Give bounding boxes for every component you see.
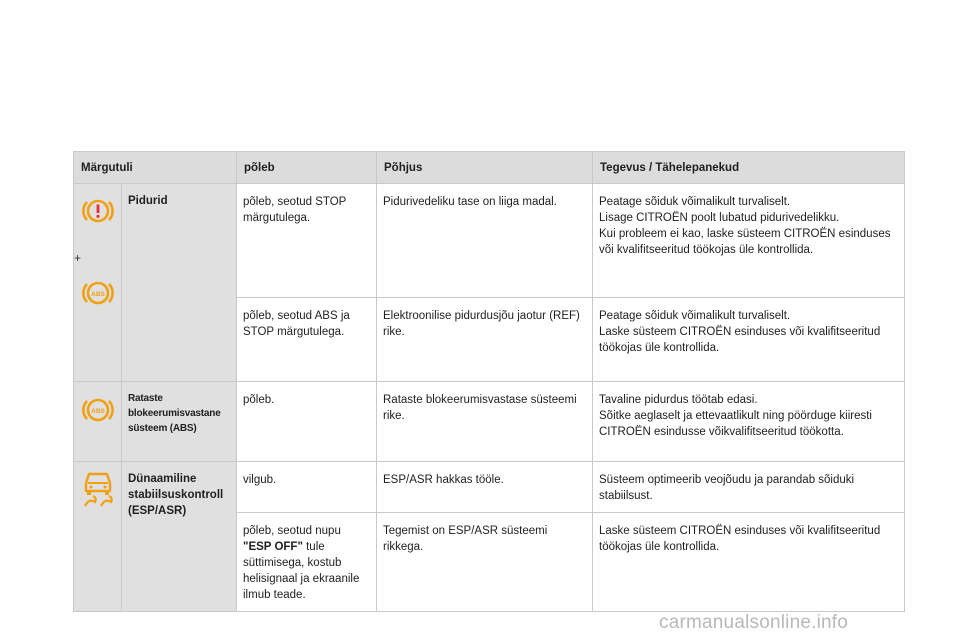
- brakes-cause-2: Elektroonilise pidurdusjõu jaotur (REF) rike.: [377, 298, 593, 382]
- svg-text:ABS: ABS: [90, 408, 105, 415]
- esp-skid-icon: [81, 470, 115, 508]
- abs-action: [593, 382, 905, 462]
- header-when: põleb: [237, 152, 377, 184]
- esp-off-label: "ESP OFF": [243, 541, 303, 553]
- action-line: Tavaline pidurdus töötab edasi.: [599, 394, 758, 406]
- brakes-when-2: põleb, seotud ABS ja STOP märgutulega.: [237, 298, 377, 382]
- header-action: Tegevus / Tähelepanekud: [593, 152, 905, 184]
- action-line: Peatage sõiduk võimalikult turvaliselt.: [599, 196, 791, 208]
- action-line: Lisage CITROËN poolt lubatud pidurivedelikku.: [599, 212, 840, 224]
- abs-when: põleb.: [237, 382, 377, 462]
- action-line: Kui probleem ei kao, laske süsteem CITROËN esinduses või kvalifitseeritud töökojas üle kontrollida.: [599, 228, 891, 256]
- warning-lights-table: [73, 151, 905, 612]
- brakes-action-1: [593, 184, 905, 298]
- esp-when-2: [237, 513, 377, 612]
- esp-name: Dünaamiline stabiilsuskontroll (ESP/ASR): [122, 462, 237, 612]
- watermark: carmanualsonline.info: [659, 612, 849, 633]
- plus-sign: +: [74, 251, 82, 265]
- action-line: Peatage sõiduk võimalikult turvaliselt.: [599, 310, 791, 322]
- abs-cause: Rataste blokeerumisvastase süsteemi rike.: [377, 382, 593, 462]
- abs-icon-cell: [74, 382, 122, 462]
- header-indicator: Märgutuli: [74, 152, 237, 184]
- abs-icon: [81, 395, 115, 425]
- esp-cause-1: ESP/ASR hakkas tööle.: [377, 462, 593, 513]
- brakes-when-1: põleb, seotud STOP märgutulega.: [237, 184, 377, 298]
- abs-name: Rataste blokeerumisvastane süsteem (ABS): [122, 382, 237, 462]
- esp-action-1: Süsteem optimeerib veojõudu ja parandab sõiduki stabiilsust.: [593, 462, 905, 513]
- brakes-cause-1: Pidurivedeliku tase on liiga madal.: [377, 184, 593, 298]
- table-header-row: [74, 152, 905, 184]
- table-row: [74, 184, 905, 298]
- action-line: Laske süsteem CITROËN esinduses või kvalifitseeritud töökojas üle kontrollida.: [599, 326, 881, 354]
- abs-icon: [81, 278, 115, 308]
- when-text: tule süttimisega, kostub helisignaal ja ekraanile ilmub teade.: [243, 541, 360, 601]
- brakes-name: Pidurid: [122, 184, 237, 382]
- brake-warning-icon: [81, 196, 115, 226]
- esp-cause-2: Tegemist on ESP/ASR süsteemi rikkega.: [377, 513, 593, 612]
- when-text: põleb, seotud nupu: [243, 525, 341, 537]
- table-row: [74, 462, 905, 513]
- esp-icon-cell: [74, 462, 122, 612]
- action-line: Sõitke aeglaselt ja ettevaatlikult ning pöörduge kiiresti CITROËN esindusse võikvalifitseeritud töökotta.: [599, 410, 872, 438]
- table-row: [74, 382, 905, 462]
- brakes-action-2: [593, 298, 905, 382]
- esp-action-2: Laske süsteem CITROËN esinduses või kvalifitseeritud töökojas üle kontrollida.: [593, 513, 905, 612]
- brakes-icon-cell: [74, 184, 122, 382]
- header-cause: Põhjus: [377, 152, 593, 184]
- svg-text:ABS: ABS: [90, 291, 105, 298]
- esp-when-1: vilgub.: [237, 462, 377, 513]
